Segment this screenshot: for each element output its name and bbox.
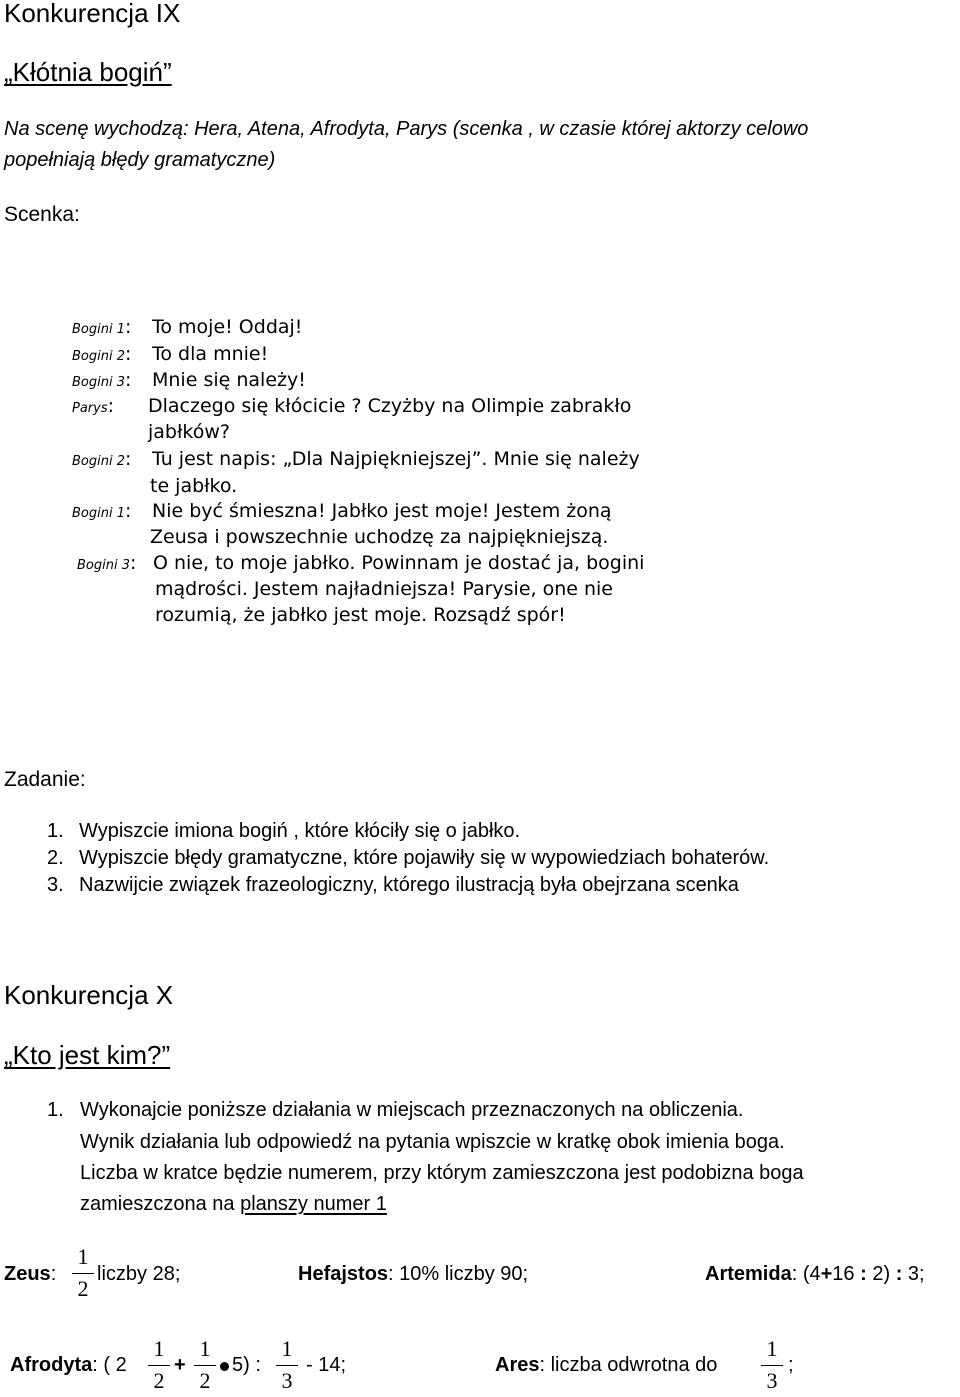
speaker-name: Bogini 3 [72, 375, 125, 390]
task-text: Nazwijcie związek frazeologiczny, którego ilustracją była obejrzana scenka [79, 874, 739, 896]
dialogue-line: Parys: Dlaczego się kłócicie ? Czyżby na Olimpie zabrakło [72, 395, 632, 417]
speaker-name: Parys [72, 401, 108, 416]
task-text: Wypiszcie imiona bogiń , które kłóciły się o jabłko. [79, 820, 521, 842]
god-label-afrodyta: Afrodyta [10, 1354, 93, 1376]
multiply-dot-icon [220, 1362, 229, 1371]
instruction-line: Wynik działania lub odpowiedź na pytania wpiszcie w kratkę obok imienia boga. [80, 1131, 785, 1153]
task-item [47, 847, 770, 870]
speaker-name: Bogini 1 [72, 506, 125, 521]
math-hefajstos [298, 1263, 528, 1286]
task-number: 3. [47, 874, 64, 896]
task-heading: Zadanie: [4, 768, 86, 791]
board-reference: planszy numer 1 [240, 1193, 387, 1215]
dialogue-line: Bogini 2: To dla mnie! [72, 343, 269, 365]
expression-text: liczby 28; [97, 1263, 181, 1285]
dialogue-text-cont: jabłków? [148, 421, 230, 443]
speaker-name: Bogini 3 [77, 558, 130, 573]
task-number: 1. [47, 820, 64, 842]
math-artemida: Artemida: (4+16 : 2) : 3; [705, 1263, 925, 1285]
task-item [47, 874, 739, 897]
section10-subtitle: „Kto jest kim?” [4, 1040, 171, 1070]
instruction-line: zamieszczona na planszy numer 1 [80, 1193, 387, 1215]
dialogue-text: To moje! Oddaj! [152, 316, 303, 338]
scene-heading: Scenka: [4, 203, 80, 226]
dialogue-line: Bogini 3: O nie, to moje jabłko. Powinnam je dostać ja, bogini [77, 552, 645, 574]
dialogue-text-cont: rozumią, że jabłko jest moje. Rozsądź spór! [155, 604, 566, 626]
instruction-line: Wykonajcie poniższe działania w miejscach przeznaczonych na obliczenia. [80, 1099, 744, 1121]
god-label-artemida: Artemida [705, 1263, 792, 1285]
god-label-zeus: Zeus [4, 1263, 51, 1285]
instruction-line: Liczba w kratce będzie numerem, przy którym zamieszczona jest podobizna boga [80, 1162, 804, 1184]
god-label-hefajstos: Hefajstos [298, 1263, 389, 1285]
dialogue-line: Bogini 2: Tu jest napis: „Dla Najpiękniejszej”. Mnie się należy [72, 448, 640, 470]
dialogue-line: Bogini 1: To moje! Oddaj! [72, 316, 303, 338]
dialogue-text: To dla mnie! [152, 343, 269, 365]
section9-subtitle: „Kłótnia bogiń” [4, 57, 172, 87]
dialogue-text-cont: Zeusa i powszechnie uchodzę za najpiękniejszą. [150, 526, 609, 548]
dialogue-text-cont: te jabłko. [150, 475, 238, 497]
task-text: Wypiszcie błędy gramatyczne, które pojawiły się w wypowiedziach bohaterów. [79, 847, 770, 869]
dialogue-text: Mnie się należy! [152, 369, 306, 391]
speaker-name: Bogini 2 [72, 454, 125, 469]
expression-text: : 10% liczby 90; [388, 1263, 529, 1285]
dialogue-line: Bogini 1: Nie być śmieszna! Jabłko jest moje! Jestem żoną [72, 500, 612, 522]
dialogue-text-cont: mądrości. Jestem najładniejsza! Parysie, one nie [155, 578, 613, 600]
dialogue-text: Dlaczego się kłócicie ? Czyżby na Olimpie zabrakło [148, 395, 632, 417]
speaker-name: Bogini 1 [72, 322, 125, 337]
section9-title: Konkurencja IX [4, 0, 181, 28]
intro-line-2: popełniają błędy gramatyczne) [4, 149, 276, 171]
dialogue-text: O nie, to moje jabłko. Powinnam je dostać ja, bogini [153, 552, 645, 574]
dialogue-text: Nie być śmieszna! Jabłko jest moje! Jestem żoną [152, 500, 612, 522]
speaker-name: Bogini 2 [72, 349, 125, 364]
task-number: 2. [47, 847, 64, 869]
dialogue-text: Tu jest napis: „Dla Najpiękniejszej”. Mnie się należy [152, 448, 640, 470]
instruction-number: 1. [47, 1099, 64, 1121]
task-item [47, 820, 521, 843]
intro-line-1: Na scenę wychodzą: Hera, Atena, Afrodyta, Parys (scenka , w czasie której aktorzy celowo [4, 118, 809, 140]
god-label-ares: Ares [495, 1354, 540, 1376]
section10-title: Konkurencja X [4, 980, 174, 1010]
dialogue-line: Bogini 3: Mnie się należy! [72, 369, 306, 391]
